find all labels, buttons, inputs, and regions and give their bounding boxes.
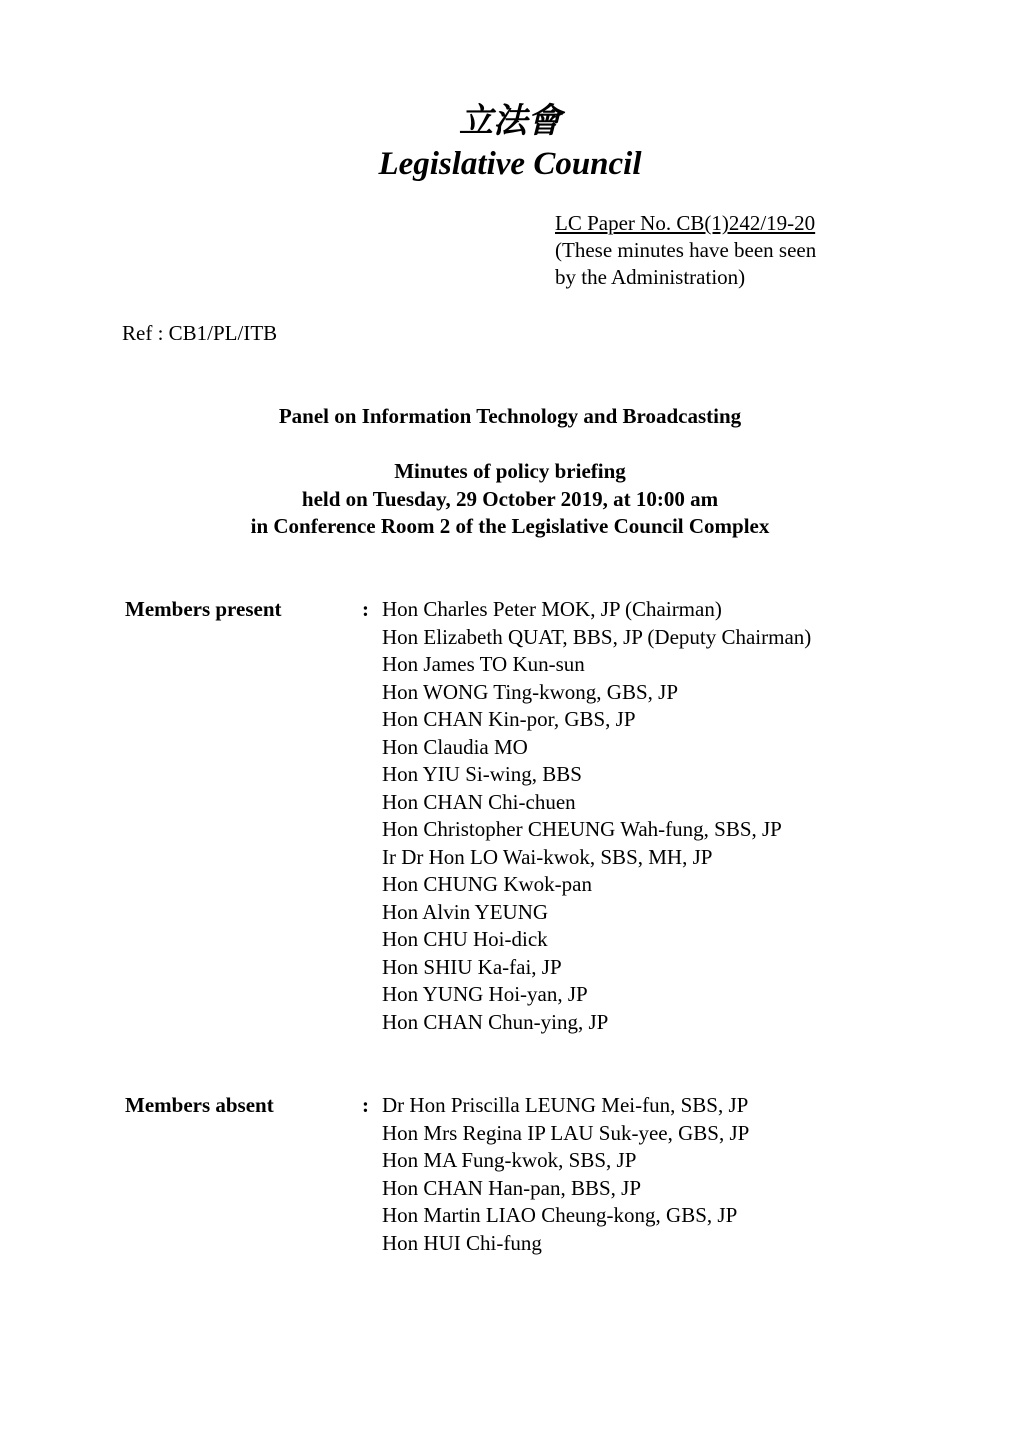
list-item: Hon SHIU Ka-fai, JP	[382, 954, 562, 979]
members-absent-list	[382, 1092, 749, 1257]
list-item: Hon YUNG Hoi-yan, JP	[382, 982, 588, 1006]
list-item: Hon MA Fung-kwok, SBS, JP	[382, 1148, 637, 1172]
paper-number: LC Paper No. CB(1)242/19-20	[555, 211, 816, 235]
members-absent-label: Members absent	[125, 1093, 274, 1117]
minutes-line-2: held on Tuesday, 29 October 2019, at 10:00 am	[301, 486, 719, 511]
minutes-line-3: in Conference Room 2 of the Legislative Council Complex	[250, 514, 770, 538]
paper-note-line-2: by the Administration)	[555, 265, 746, 289]
list-item: Hon Christopher CHEUNG Wah-fung, SBS, JP	[382, 817, 782, 841]
paper-reference-block	[555, 210, 816, 291]
minutes-line-1: Minutes of policy briefing	[394, 459, 626, 483]
list-item: Ir Dr Hon LO Wai-kwok, SBS, MH, JP	[382, 844, 713, 869]
members-present-list	[382, 596, 811, 1036]
list-item: Hon HUI Chi-fung	[382, 1230, 542, 1255]
paper-note-line-1: (These minutes have been seen	[555, 238, 817, 262]
members-present-colon: :	[362, 597, 369, 621]
list-item: Hon James TO Kun-sun	[382, 652, 585, 676]
list-item: Hon CHAN Han-pan, BBS, JP	[382, 1175, 642, 1200]
list-item: Hon YIU Si-wing, BBS	[382, 762, 582, 786]
list-item: Hon WONG Ting-kwong, GBS, JP	[382, 679, 679, 704]
list-item: Hon Elizabeth QUAT, BBS, JP (Deputy Chairman)	[382, 624, 812, 649]
members-present-label: Members present	[125, 597, 282, 621]
list-item: Hon CHU Hoi-dick	[382, 927, 548, 951]
panel-title: Panel on Information Technology and Broadcasting	[278, 404, 742, 428]
list-item: Hon Claudia MO	[382, 734, 528, 759]
list-item: Hon Charles Peter MOK, JP (Chairman)	[382, 597, 722, 621]
list-item: Hon Alvin YEUNG	[382, 899, 549, 924]
list-item: Hon Martin LIAO Cheung-kong, GBS, JP	[382, 1203, 738, 1227]
members-absent-colon: :	[362, 1093, 369, 1117]
file-reference: Ref : CB1/PL/ITB	[122, 321, 278, 345]
list-item: Hon CHAN Kin-por, GBS, JP	[382, 707, 636, 731]
list-item: Hon Mrs Regina IP LAU Suk-yee, GBS, JP	[382, 1120, 750, 1145]
minutes-heading	[0, 458, 1020, 541]
list-item: Hon CHAN Chun-ying, JP	[382, 1009, 609, 1034]
list-item: Hon CHAN Chi-chuen	[382, 789, 576, 814]
council-title-chinese: 立法會	[459, 103, 561, 140]
council-title-english: Legislative Council	[378, 146, 642, 182]
list-item: Dr Hon Priscilla LEUNG Mei-fun, SBS, JP	[382, 1093, 749, 1117]
list-item: Hon CHUNG Kwok-pan	[382, 872, 592, 896]
